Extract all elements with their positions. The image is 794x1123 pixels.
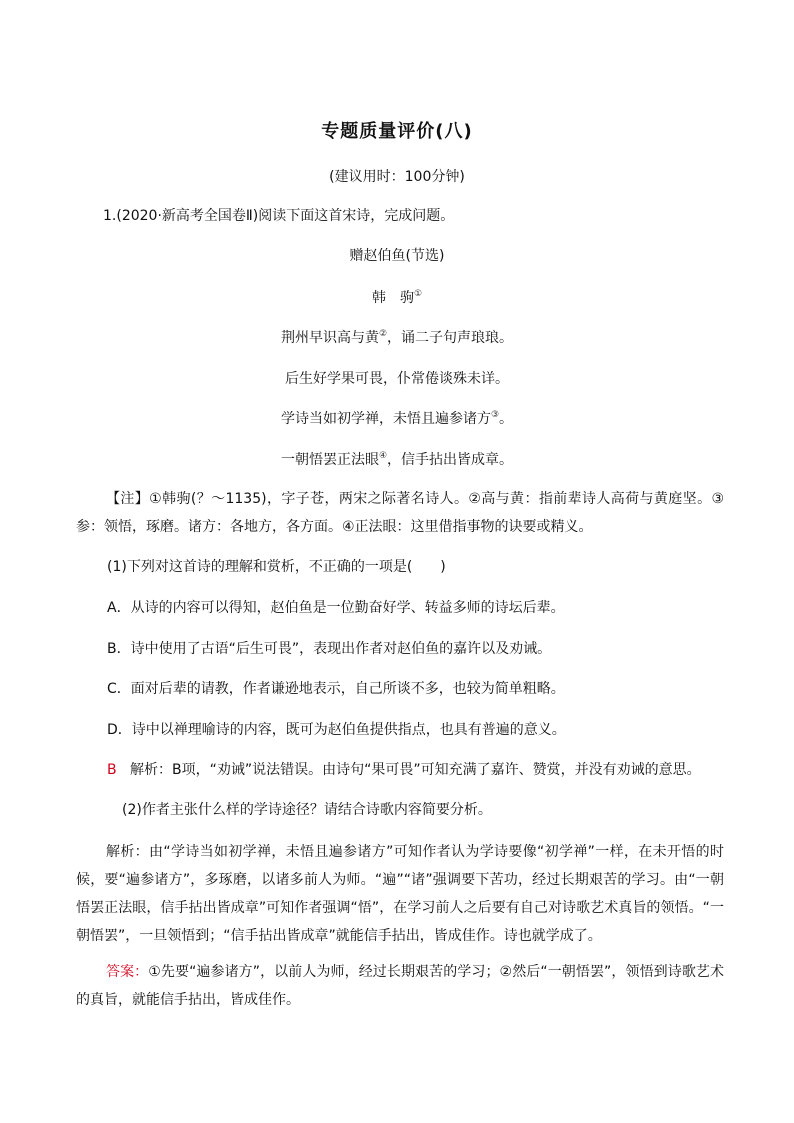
author-name: 韩 驹: [371, 290, 414, 306]
poem-author: [0, 288, 794, 308]
option-a: A．从诗的内容可以得知，赵伯鱼是一位勤奋好学、转益多师的诗坛后辈。: [107, 600, 565, 616]
option-c: C．面对后辈的请教，作者谦逊地表示，自己所谈不多，也较为简单粗略。: [107, 681, 565, 697]
poem-line: 荆州早识高与黄②，诵二子句声琅琅。: [280, 329, 514, 346]
sub-question-1-stem: (1)下列对这首诗的理解和赏析，不正确的一项是( ): [107, 559, 446, 575]
answer-letter: B: [107, 762, 117, 778]
sub-question-1-answer: [107, 760, 701, 780]
question-intro: 1.(2020·新高考全国卷Ⅱ)阅读下面这首宋诗，完成问题。: [103, 208, 455, 224]
analysis-text: 解析：B项，“劝诫”说法错误。由诗句“果可畏”可知充满了嘉许、赞赏，并没有劝诫的意思。: [129, 762, 701, 778]
footnote-marker: ①: [413, 289, 423, 299]
time-note: (建议用时：100分钟): [329, 169, 465, 185]
footnote-marker: ②: [378, 329, 388, 339]
poem-line: 一朝悟罢正法眼④，信手拈出皆成章。: [280, 451, 514, 468]
footnote-marker: ③: [490, 410, 500, 420]
poem-line: 后生好学果可畏，仆常倦谈殊未详。: [285, 371, 509, 387]
option-b: B．诗中使用了古语“后生可畏”，表现出作者对赵伯鱼的嘉许以及劝诫。: [107, 641, 552, 657]
option-d: D．诗中以禅理喻诗的内容，既可为赵伯鱼提供指点，也具有普遍的意义。: [107, 722, 566, 738]
footnote-marker: ④: [378, 451, 388, 461]
answer-text: ①先要“遍参诸方”，以前人为师，经过长期艰苦的学习；②然后“一朝悟罢”，领悟到诗歌艺术的真旨，就能信手拈出，皆成佳作。: [76, 964, 724, 1008]
answer-label: 答案：: [106, 964, 149, 980]
poem-annotation: 【注】①韩驹(？～1135)，字子苍，两宋之际著名诗人。②高与黄：指前辈诗人高荷与黄庭坚。③参：领悟，琢磨。诸方：各地方，各方面。④正法眼：这里借指事物的诀要或精义。: [76, 491, 724, 535]
page-title: 专题质量评价(八): [321, 121, 473, 142]
sub-question-2-stem: (2)作者主张什么样的学诗途径？请结合诗歌内容简要分析。: [122, 802, 492, 818]
poem-line: 学诗当如初学禅，未悟且遍参诸方③。: [280, 410, 514, 427]
sub-question-2-analysis: 解析：由“学诗当如初学禅，未悟且遍参诸方”可知作者认为学诗要像“初学禅”一样，在未开悟的时候，要“遍参诸方”，多琢磨，以诸多前人为师。“遍”“诸”强调要下苦功，经过长期艰苦的学习。由“一朝悟罢正法眼，信手拈出皆成章”可知作者强调“悟”，在学习前人之后要有自己对诗歌艺术真旨的领悟。“一朝悟罢”，一旦领悟到；“信手拈出皆成章”就能信手拈出，皆成佳作。诗也就学成了。: [76, 844, 724, 944]
sub-question-2-answer: [76, 958, 724, 1014]
poem-title: 赠赵伯鱼(节选): [349, 248, 445, 264]
